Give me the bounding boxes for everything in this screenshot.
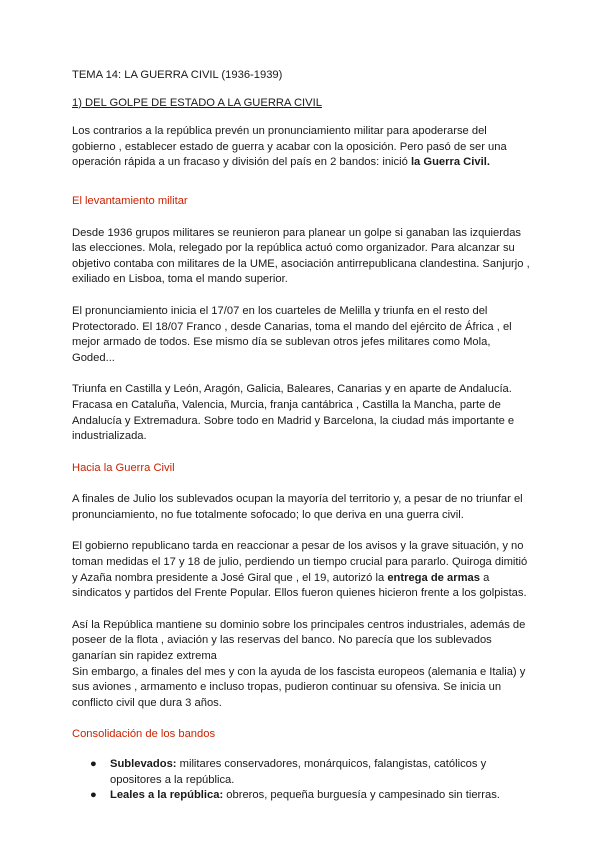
paragraph-republica: Así la República mantiene su dominio sobre los principales centros industriales, además de poseer de la flota , aviación y las reservas del banco. No parecía que los sublevados ganarían sin rapidez extrema [72,618,526,663]
paragraph-pronunciamiento: El pronunciamiento inicia el 17/07 en los cuarteles de Melilla y triunfa en el resto del Protectorado. El 18/07 Franco , desde Canarias, toma el mando del ejército de África , el mejor armado de todos. Ese mismo día se sublevan otros jefes militares como Mola, Goded... [72,304,512,364]
section-title: 1) DEL GOLPE DE ESTADO A LA GUERRA CIVIL [72,96,322,109]
document-page [72,68,532,804]
bullet-icon: ● [90,789,97,802]
list-item-bold: Leales a la república: [110,789,224,802]
paragraph-sin-embargo: Sin embargo, a finales del mes y con la ayuda de los fascista europeos (alemania e Italia) y sus aviones , armamento e incluso tropas, pudieron continuar su ofensiva. Se inicia un conflicto civil que dura 3 años. [72,665,526,709]
list-item [72,788,532,804]
list-item-text: obreros, pequeña burguesía y campesinado sin tierras. [223,789,500,802]
bandos-list [72,757,532,804]
gobierno-bold: entrega de armas [387,571,480,584]
gobierno-text-after: a sindicatos y partidos del Frente Popular. Ellos fueron quienes hicieron frente a los golpistas. [72,571,527,600]
bullet-icon: ● [90,758,97,770]
heading-levantamiento: El levantamiento militar [72,194,188,207]
paragraph-desde-1936: Desde 1936 grupos militares se reunieron para planear un golpe si ganaban las izquierdas las elecciones. Mola, relegado por la república actuó como organizador. Para alcanzar su objetivo contaba con militares de la UME, asociación antirrepublicana clandestina. Sanjurjo , exiliado en Lisboa, toma el mando superior. [72,226,530,286]
intro-text: Los contrarios a la república prevén un pronunciamiento militar para apoderarse del gobierno , establecer estado de guerra y acabar con la oposición. Pero pasó de ser una operación rápida a un fracaso y división del país en 2 bandos: inició [72,125,507,169]
paragraph-gobierno [72,539,532,601]
list-item-bold: Sublevados: [110,758,177,770]
heading-hacia: Hacia la Guerra Civil [72,461,175,474]
paragraph-triunfa: Triunfa en Castilla y León, Aragón, Galicia, Baleares, Canarias y en aparte de Andalucía. Fracasa en Cataluña, Valencia, Murcia, franja cantábrica , Castilla la Mancha, parte de Andalucía y Extremadura. Sobre todo en Madrid y Barcelona, la ciudad más importante e industrializada. [72,383,515,443]
list-item-text: militares conservadores, monárquicos, falangistas, católicos y opositores a la república. [110,758,487,786]
intro-paragraph [72,124,532,171]
heading-consolidacion: Consolidación de los bandos [72,728,216,741]
document-title: TEMA 14: LA GUERRA CIVIL (1936-1939) [72,69,283,81]
intro-bold: la Guerra Civil. [410,156,490,169]
gobierno-text: El gobierno republicano tarda en reaccionar a pesar de los avisos y la grave situación, y no toman medidas el 17 y 18 de julio, perdiendo un tiempo crucial para pararlo. Quiroga dimitió y Azaña nombra presidente a José Giral que , el 19, autorizó la [72,540,528,584]
paragraph-finales: A finales de Julio los sublevados ocupan la mayoría del territorio y, a pesar de no triunfar el pronunciamiento, no fue totalmente sofocado; lo que deriva en una guerra civil. [72,493,523,521]
list-item [72,757,532,788]
